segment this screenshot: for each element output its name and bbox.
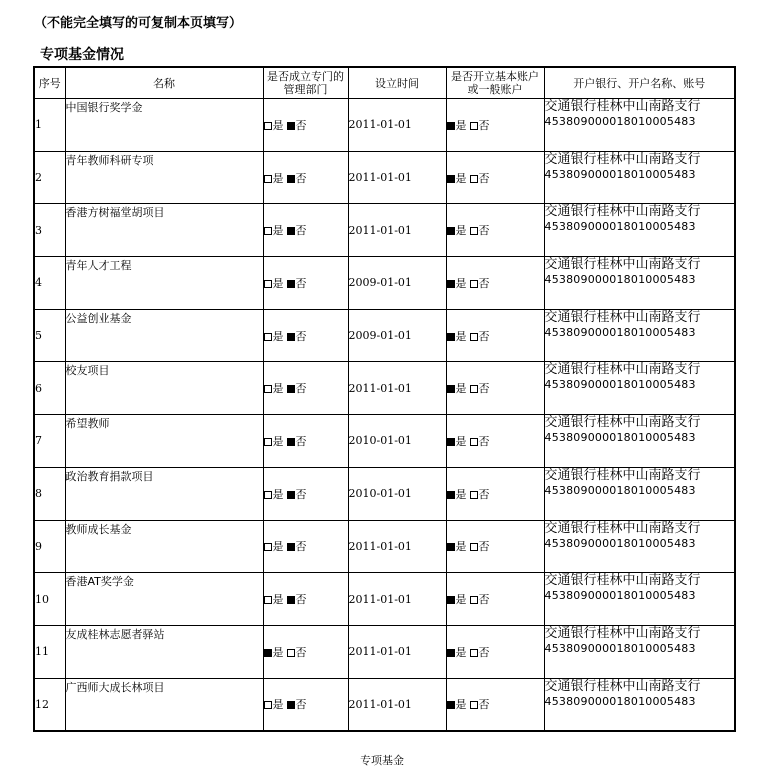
dept-yes-label: 是 xyxy=(272,224,284,238)
fund-name: 公益创业基金 xyxy=(65,309,263,362)
dept-yes-checkbox[interactable] xyxy=(264,227,272,235)
table-row xyxy=(34,678,735,731)
account-no-label: 否 xyxy=(478,382,490,396)
account-choice xyxy=(446,151,544,204)
dept-no-label: 否 xyxy=(295,434,307,448)
row-number: 6 xyxy=(34,362,65,415)
account-no-label: 否 xyxy=(478,329,490,343)
row-number: 9 xyxy=(34,520,65,573)
account-yes-label: 是 xyxy=(455,224,467,238)
dept-choice xyxy=(263,520,348,573)
dept-no-label: 否 xyxy=(295,593,307,607)
table-row xyxy=(34,415,735,468)
established-date: 2010-01-01 xyxy=(348,415,446,468)
dept-yes-checkbox[interactable] xyxy=(264,491,272,499)
dept-choice xyxy=(263,151,348,204)
bank-info xyxy=(544,99,735,152)
account-yes-label: 是 xyxy=(455,276,467,290)
account-choice xyxy=(446,99,544,152)
row-number: 10 xyxy=(34,573,65,626)
account-no-label: 否 xyxy=(478,224,490,238)
dept-no-label: 否 xyxy=(295,540,307,554)
bank-info xyxy=(544,257,735,310)
table-row xyxy=(34,520,735,573)
header-date: 设立时间 xyxy=(348,67,446,99)
dept-no-checkbox[interactable] xyxy=(287,543,295,551)
bank-name: 交通银行桂林中山南路支行 xyxy=(544,362,701,378)
account-no-label: 否 xyxy=(478,698,490,712)
row-number: 12 xyxy=(34,678,65,731)
dept-yes-label: 是 xyxy=(272,487,284,501)
bank-name: 交通银行桂林中山南路支行 xyxy=(544,257,701,273)
account-yes-checkbox[interactable] xyxy=(447,175,455,183)
bank-name: 交通银行桂林中山南路支行 xyxy=(544,625,701,641)
account-yes-label: 是 xyxy=(455,593,467,607)
table-row xyxy=(34,257,735,310)
dept-no-checkbox[interactable] xyxy=(287,333,295,341)
account-no-label: 否 xyxy=(478,540,490,554)
row-number: 11 xyxy=(34,625,65,678)
account-no-label: 否 xyxy=(478,171,490,185)
row-number: 3 xyxy=(34,204,65,257)
account-no-checkbox[interactable] xyxy=(470,175,478,183)
account-no-label: 否 xyxy=(478,645,490,659)
bank-info xyxy=(544,151,735,204)
header-name: 名称 xyxy=(65,67,263,99)
header-no: 序号 xyxy=(34,67,65,99)
bank-account-number: 453809000018010005483 xyxy=(544,167,696,181)
account-yes-label: 是 xyxy=(455,118,467,132)
dept-choice xyxy=(263,467,348,520)
bank-info xyxy=(544,467,735,520)
dept-no-checkbox[interactable] xyxy=(287,596,295,604)
dept-no-checkbox[interactable] xyxy=(287,385,295,393)
dept-no-checkbox[interactable] xyxy=(287,701,295,709)
special-fund-table xyxy=(33,66,736,732)
bank-account-number: 453809000018010005483 xyxy=(544,694,696,708)
dept-choice xyxy=(263,309,348,362)
dept-no-checkbox[interactable] xyxy=(287,491,295,499)
dept-yes-label: 是 xyxy=(272,118,284,132)
bank-account-number: 453809000018010005483 xyxy=(544,589,696,603)
account-choice xyxy=(446,257,544,310)
fund-name: 香港方树福堂胡项目 xyxy=(65,204,263,257)
established-date: 2011-01-01 xyxy=(348,151,446,204)
bank-account-number: 453809000018010005483 xyxy=(544,483,696,497)
account-choice xyxy=(446,678,544,731)
dept-no-label: 否 xyxy=(295,171,307,185)
dept-no-checkbox[interactable] xyxy=(287,227,295,235)
account-no-checkbox[interactable] xyxy=(470,280,478,288)
account-no-checkbox[interactable] xyxy=(470,543,478,551)
fund-name: 希望教师 xyxy=(65,415,263,468)
table-row xyxy=(34,625,735,678)
dept-yes-label: 是 xyxy=(272,382,284,396)
bank-account-number: 453809000018010005483 xyxy=(544,325,696,339)
dept-no-checkbox[interactable] xyxy=(287,438,295,446)
bank-info xyxy=(544,204,735,257)
account-yes-label: 是 xyxy=(455,487,467,501)
account-no-label: 否 xyxy=(478,487,490,501)
account-yes-checkbox[interactable] xyxy=(447,122,455,130)
dept-choice xyxy=(263,99,348,152)
dept-yes-checkbox[interactable] xyxy=(264,385,272,393)
account-yes-label: 是 xyxy=(455,434,467,448)
account-yes-checkbox[interactable] xyxy=(447,385,455,393)
dept-no-label: 否 xyxy=(295,645,307,659)
account-yes-label: 是 xyxy=(455,698,467,712)
dept-yes-checkbox[interactable] xyxy=(264,175,272,183)
account-choice xyxy=(446,467,544,520)
account-choice xyxy=(446,204,544,257)
table-row xyxy=(34,573,735,626)
fund-name: 广西师大成长林项目 xyxy=(65,678,263,731)
table-header-row xyxy=(34,67,735,99)
account-choice xyxy=(446,415,544,468)
row-number: 1 xyxy=(34,99,65,152)
bank-info xyxy=(544,520,735,573)
dept-yes-label: 是 xyxy=(272,593,284,607)
dept-yes-label: 是 xyxy=(272,645,284,659)
account-yes-label: 是 xyxy=(455,645,467,659)
dept-no-checkbox[interactable] xyxy=(287,280,295,288)
bank-account-number: 453809000018010005483 xyxy=(544,220,696,234)
dept-no-checkbox[interactable] xyxy=(287,122,295,130)
dept-choice xyxy=(263,362,348,415)
established-date: 2011-01-01 xyxy=(348,573,446,626)
dept-choice xyxy=(263,678,348,731)
dept-choice xyxy=(263,204,348,257)
account-no-checkbox[interactable] xyxy=(470,701,478,709)
dept-no-label: 否 xyxy=(295,118,307,132)
bank-name: 交通银行桂林中山南路支行 xyxy=(544,204,701,220)
bank-name: 交通银行桂林中山南路支行 xyxy=(544,99,701,114)
dept-no-label: 否 xyxy=(295,698,307,712)
table-row xyxy=(34,204,735,257)
dept-yes-label: 是 xyxy=(272,540,284,554)
fund-name: 青年教师科研专项 xyxy=(65,151,263,204)
account-yes-checkbox[interactable] xyxy=(447,280,455,288)
bank-account-number: 453809000018010005483 xyxy=(544,536,696,550)
table-row xyxy=(34,362,735,415)
account-yes-label: 是 xyxy=(455,382,467,396)
account-no-label: 否 xyxy=(478,593,490,607)
account-no-checkbox[interactable] xyxy=(470,438,478,446)
account-no-label: 否 xyxy=(478,118,490,132)
account-yes-checkbox[interactable] xyxy=(447,701,455,709)
bank-account-number: 453809000018010005483 xyxy=(544,115,696,128)
dept-no-label: 否 xyxy=(295,487,307,501)
dept-yes-checkbox[interactable] xyxy=(264,649,272,657)
established-date: 2011-01-01 xyxy=(348,204,446,257)
established-date: 2011-01-01 xyxy=(348,362,446,415)
fund-name: 校友项目 xyxy=(65,362,263,415)
dept-yes-checkbox[interactable] xyxy=(264,122,272,130)
account-yes-checkbox[interactable] xyxy=(447,649,455,657)
row-number: 4 xyxy=(34,257,65,310)
dept-yes-checkbox[interactable] xyxy=(264,543,272,551)
bank-name: 交通银行桂林中山南路支行 xyxy=(544,678,701,694)
bank-name: 交通银行桂林中山南路支行 xyxy=(544,151,701,167)
header-bank: 开户银行、开户名称、账号 xyxy=(544,67,735,99)
account-yes-label: 是 xyxy=(455,171,467,185)
row-number: 7 xyxy=(34,415,65,468)
fund-name: 香港AT奖学金 xyxy=(65,573,263,626)
row-number: 2 xyxy=(34,151,65,204)
dept-choice xyxy=(263,257,348,310)
dept-yes-label: 是 xyxy=(272,171,284,185)
bank-info xyxy=(544,678,735,731)
account-yes-checkbox[interactable] xyxy=(447,333,455,341)
established-date: 2011-01-01 xyxy=(348,99,446,152)
dept-no-checkbox[interactable] xyxy=(287,649,295,657)
dept-yes-label: 是 xyxy=(272,329,284,343)
dept-choice xyxy=(263,415,348,468)
dept-yes-checkbox[interactable] xyxy=(264,701,272,709)
account-yes-label: 是 xyxy=(455,329,467,343)
dept-yes-checkbox[interactable] xyxy=(264,596,272,604)
account-no-checkbox[interactable] xyxy=(470,649,478,657)
table-row xyxy=(34,151,735,204)
dept-choice xyxy=(263,573,348,626)
dept-yes-label: 是 xyxy=(272,276,284,290)
bank-account-number: 453809000018010005483 xyxy=(544,378,696,392)
table-row xyxy=(34,467,735,520)
dept-no-label: 否 xyxy=(295,329,307,343)
account-no-label: 否 xyxy=(478,276,490,290)
account-yes-checkbox[interactable] xyxy=(447,543,455,551)
table-row xyxy=(34,309,735,362)
established-date: 2011-01-01 xyxy=(348,625,446,678)
established-date: 2009-01-01 xyxy=(348,309,446,362)
dept-yes-checkbox[interactable] xyxy=(264,333,272,341)
bank-name: 交通银行桂林中山南路支行 xyxy=(544,309,701,325)
dept-choice xyxy=(263,625,348,678)
account-choice xyxy=(446,309,544,362)
account-choice xyxy=(446,573,544,626)
account-no-checkbox[interactable] xyxy=(470,122,478,130)
bank-info xyxy=(544,573,735,626)
fund-name: 中国银行奖学金 xyxy=(65,99,263,152)
account-no-checkbox[interactable] xyxy=(470,385,478,393)
account-no-checkbox[interactable] xyxy=(470,491,478,499)
bank-name: 交通银行桂林中山南路支行 xyxy=(544,520,701,536)
dept-yes-label: 是 xyxy=(272,698,284,712)
header-dept: 是否成立专门的管理部门 xyxy=(263,67,348,99)
established-date: 2009-01-01 xyxy=(348,257,446,310)
bank-info xyxy=(544,625,735,678)
account-choice xyxy=(446,520,544,573)
row-number: 8 xyxy=(34,467,65,520)
account-yes-checkbox[interactable] xyxy=(447,227,455,235)
account-no-checkbox[interactable] xyxy=(470,333,478,341)
bank-info xyxy=(544,309,735,362)
header-account: 是否开立基本账户或一般账户 xyxy=(446,67,544,99)
dept-yes-label: 是 xyxy=(272,434,284,448)
dept-no-checkbox[interactable] xyxy=(287,175,295,183)
bank-name: 交通银行桂林中山南路支行 xyxy=(544,415,701,431)
account-yes-checkbox[interactable] xyxy=(447,491,455,499)
bank-account-number: 453809000018010005483 xyxy=(544,273,696,287)
established-date: 2011-01-01 xyxy=(348,520,446,573)
section-title: 专项基金情况 xyxy=(40,47,124,63)
bank-account-number: 453809000018010005483 xyxy=(544,431,696,445)
table-body xyxy=(34,99,735,732)
fund-name: 青年人才工程 xyxy=(65,257,263,310)
account-no-label: 否 xyxy=(478,434,490,448)
dept-no-label: 否 xyxy=(295,276,307,290)
account-no-checkbox[interactable] xyxy=(470,227,478,235)
account-choice xyxy=(446,625,544,678)
established-date: 2011-01-01 xyxy=(348,678,446,731)
account-no-checkbox[interactable] xyxy=(470,596,478,604)
fund-name: 教师成长基金 xyxy=(65,520,263,573)
account-yes-checkbox[interactable] xyxy=(447,438,455,446)
account-choice xyxy=(446,362,544,415)
bank-info xyxy=(544,415,735,468)
established-date: 2010-01-01 xyxy=(348,467,446,520)
dept-no-label: 否 xyxy=(295,382,307,396)
bank-name: 交通银行桂林中山南路支行 xyxy=(544,573,701,589)
bank-info xyxy=(544,362,735,415)
account-yes-checkbox[interactable] xyxy=(447,596,455,604)
fund-name: 友成桂林志愿者驿站 xyxy=(65,625,263,678)
fill-note: （不能完全填写的可复制本页填写） xyxy=(34,16,243,31)
fund-name: 政治教育捐款项目 xyxy=(65,467,263,520)
dept-no-label: 否 xyxy=(295,224,307,238)
row-number: 5 xyxy=(34,309,65,362)
table-row xyxy=(34,99,735,152)
account-yes-label: 是 xyxy=(455,540,467,554)
bank-name: 交通银行桂林中山南路支行 xyxy=(544,467,701,483)
dept-yes-checkbox[interactable] xyxy=(264,280,272,288)
bank-account-number: 453809000018010005483 xyxy=(544,641,696,655)
dept-yes-checkbox[interactable] xyxy=(264,438,272,446)
page-footer: 专项基金 xyxy=(360,754,404,767)
